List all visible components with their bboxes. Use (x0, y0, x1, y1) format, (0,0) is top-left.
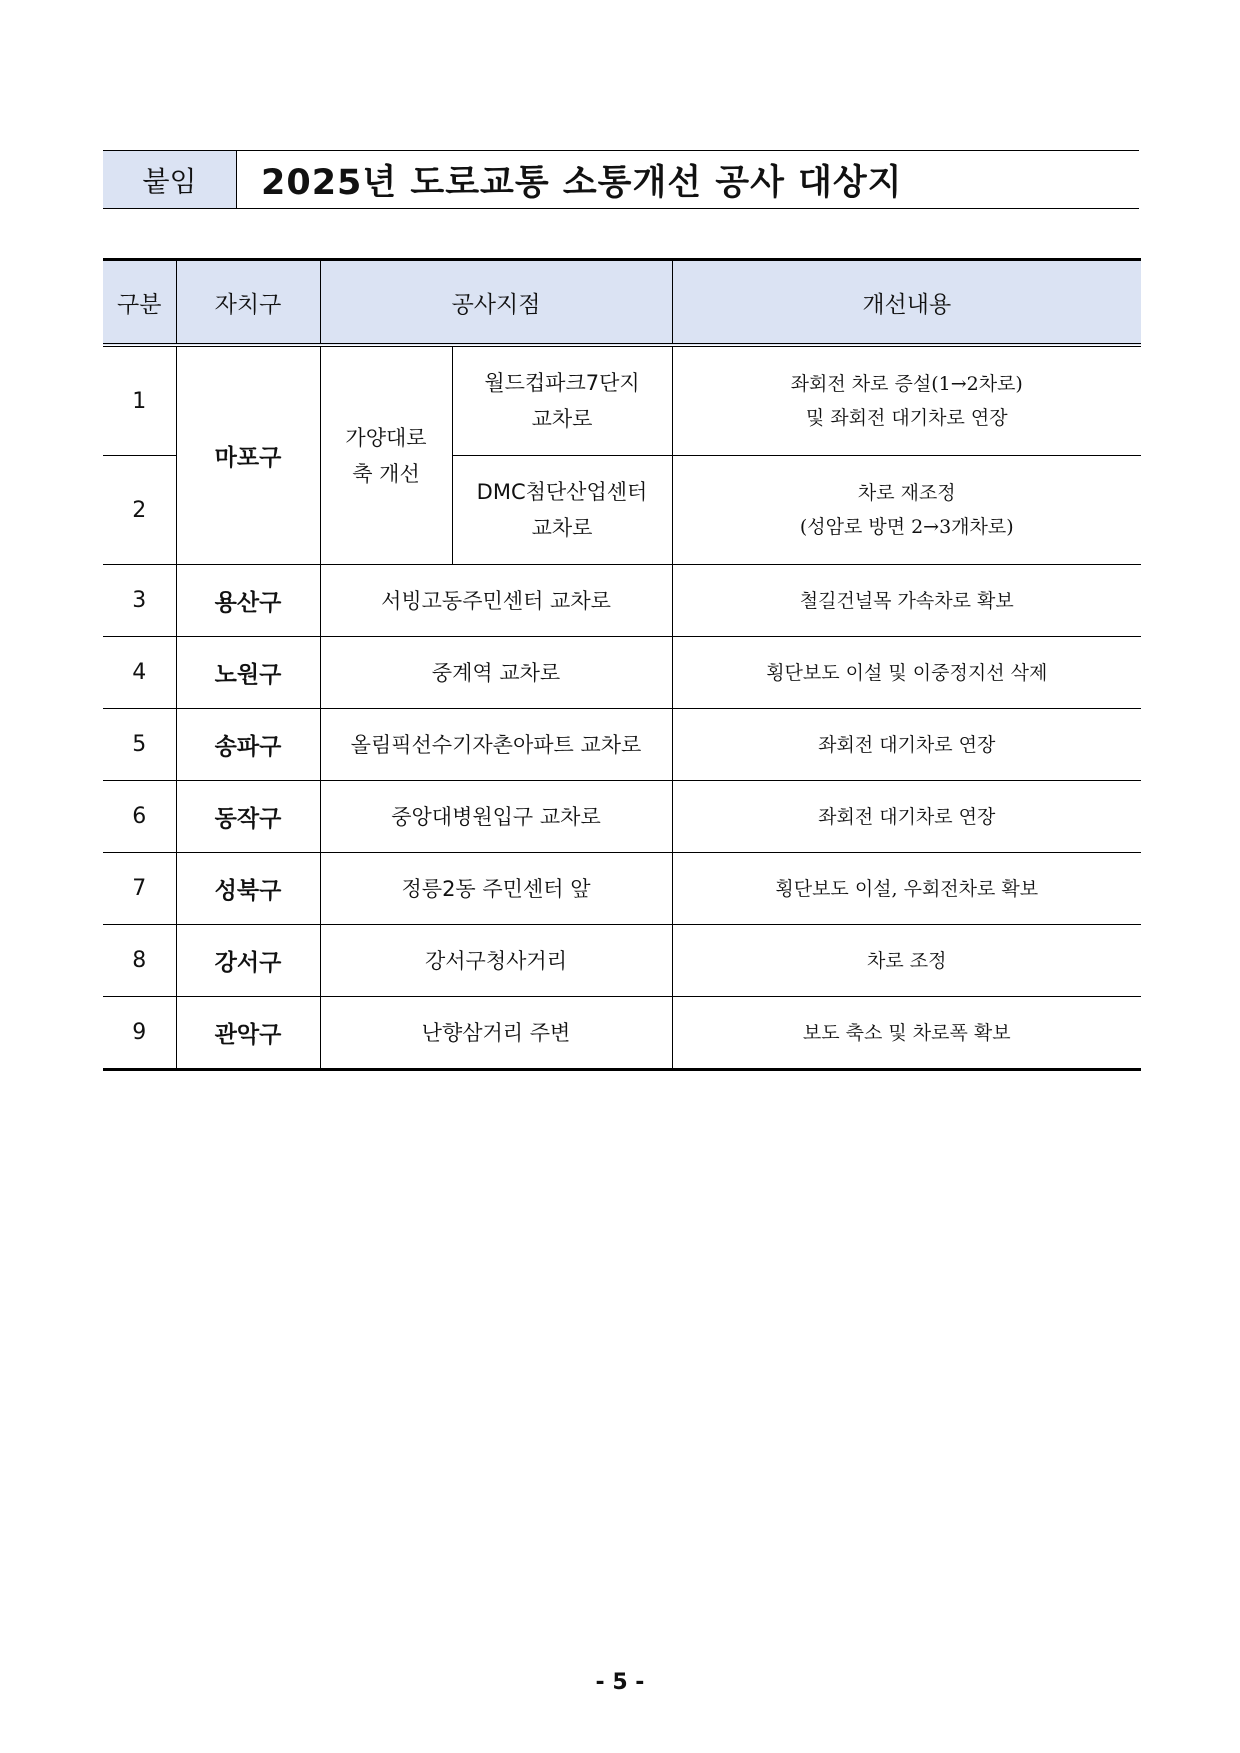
page-number: - 5 - (595, 1670, 645, 1695)
row-no: 2 (103, 456, 176, 565)
construction-sites-table (103, 258, 1141, 1071)
row-content: 좌회전 대기차로 연장 (672, 781, 1141, 853)
row-no: 6 (103, 781, 176, 853)
table-row (103, 781, 1141, 853)
table-header-row (103, 260, 1141, 346)
row-site: 서빙고동주민센터 교차로 (320, 565, 672, 637)
table-row (103, 997, 1141, 1070)
row-content (672, 345, 1141, 456)
row-content (672, 456, 1141, 565)
row-district: 노원구 (176, 637, 320, 709)
header-site: 공사지점 (320, 260, 672, 346)
table-row (103, 709, 1141, 781)
row-no: 1 (103, 345, 176, 456)
table-row (103, 345, 1141, 456)
row-site: 중계역 교차로 (320, 637, 672, 709)
content-line2: 및 좌회전 대기차로 연장 (805, 407, 1008, 429)
row-content: 횡단보도 이설, 우회전차로 확보 (672, 853, 1141, 925)
row-district: 마포구 (176, 345, 320, 565)
row-content: 좌회전 대기차로 연장 (672, 709, 1141, 781)
site-line1: DMC첨단산업센터 (476, 480, 648, 504)
row-no: 7 (103, 853, 176, 925)
content-line1: 차로 재조정 (857, 482, 956, 504)
site-line2: 교차로 (531, 407, 593, 431)
row-no: 4 (103, 637, 176, 709)
row-site (452, 345, 672, 456)
table-row (103, 853, 1141, 925)
document-title-box (103, 150, 1139, 209)
header-content: 개선내용 (672, 260, 1141, 346)
row-district: 성북구 (176, 853, 320, 925)
site-group-line1: 가양대로 (345, 425, 427, 450)
document-title: 2025년 도로교통 소통개선 공사 대상지 (261, 162, 903, 203)
row-no: 9 (103, 997, 176, 1070)
row-no: 3 (103, 565, 176, 637)
header-district: 자치구 (176, 260, 320, 346)
row-district: 송파구 (176, 709, 320, 781)
row-no: 5 (103, 709, 176, 781)
row-site: 강서구청사거리 (320, 925, 672, 997)
row-district: 용산구 (176, 565, 320, 637)
content-line2: (성암로 방면 2→3개차로) (799, 516, 1014, 538)
table-row (103, 925, 1141, 997)
row-content: 차로 조정 (672, 925, 1141, 997)
site-group-line2: 축 개선 (352, 461, 420, 486)
header-no: 구분 (103, 260, 176, 346)
row-content: 철길건널목 가속차로 확보 (672, 565, 1141, 637)
row-content: 보도 축소 및 차로폭 확보 (672, 997, 1141, 1070)
content-line1: 좌회전 차로 증설(1→2차로) (790, 373, 1023, 395)
site-line2: 교차로 (531, 516, 593, 540)
row-district: 강서구 (176, 925, 320, 997)
row-site (452, 456, 672, 565)
row-district: 관악구 (176, 997, 320, 1070)
attachment-tag: 붙임 (103, 151, 237, 208)
row-site: 올림픽선수기자촌아파트 교차로 (320, 709, 672, 781)
table-row (103, 565, 1141, 637)
row-district: 동작구 (176, 781, 320, 853)
site-line1: 월드컵파크7단지 (484, 371, 640, 395)
site-group (320, 345, 452, 565)
row-site: 정릉2동 주민센터 앞 (320, 853, 672, 925)
row-no: 8 (103, 925, 176, 997)
table-row (103, 637, 1141, 709)
row-site: 중앙대병원입구 교차로 (320, 781, 672, 853)
row-site: 난향삼거리 주변 (320, 997, 672, 1070)
row-content: 횡단보도 이설 및 이중정지선 삭제 (672, 637, 1141, 709)
